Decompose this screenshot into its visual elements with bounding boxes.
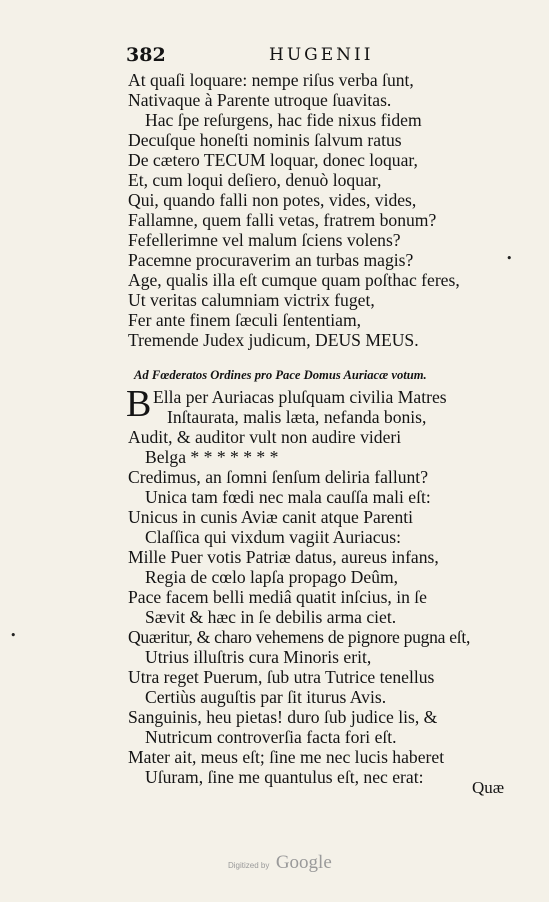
verse-line: Utrius illuſtris cura Minoris erit, — [145, 647, 372, 667]
verse-line: Mille Puer votis Patriæ datus, aureus infans, — [128, 547, 439, 567]
verse-line: Fer ante finem ſæculi ſententiam, — [128, 310, 362, 330]
verse-line: De cætero TECUM loquar, donec loquar, — [128, 150, 418, 170]
ink-speck: • — [10, 629, 17, 642]
verse-line: Belga * * * * * * * — [145, 447, 279, 467]
verse-line: Age, qualis illa eſt cumque quam poſthac feres, — [128, 270, 460, 290]
verse-line: Sanguinis, heu pietas! duro ſub judice lis, & — [128, 707, 438, 727]
verse-line: Inſtaurata, malis læta, nefanda bonis, — [167, 407, 427, 427]
verse-line: Quæritur, & charo vehemens de pignore pugna eſt, — [128, 627, 471, 647]
catchword: Quæ — [472, 778, 505, 797]
verse-line: Sævit & hæc in ſe debilis arma ciet. — [145, 607, 397, 627]
verse-line: Pacemne procuraverim an turbas magis? — [128, 250, 414, 270]
page-header — [126, 44, 506, 68]
verse-line: Certiùs auguſtis par ſit iturus Avis. — [145, 687, 387, 707]
verse-line: Qui, quando falli non potes, vides, vides, — [128, 190, 417, 210]
verse-line: Nutricum controverſia facta fori eſt. — [145, 727, 397, 747]
verse-line: Audit, & auditor vult non audire videri — [128, 427, 402, 447]
ink-speck: • — [506, 252, 513, 265]
drop-cap: B — [126, 383, 152, 425]
page-number: 382 — [126, 44, 166, 66]
verse-line: Decuſque honeſti nominis ſalvum ratus — [128, 130, 402, 150]
verse-line: Pace facem belli mediâ quatit inſcius, in ſe — [128, 587, 427, 607]
verse-line: Fefellerimne vel malum ſciens volens? — [128, 230, 401, 250]
verse-line: Tremende Judex judicum, DEUS MEUS. — [128, 330, 419, 350]
verse-line: Ella per Auriacas pluſquam civilia Matres — [153, 387, 447, 407]
verse-line: Unicus in cunis Aviæ canit atque Parenti — [128, 507, 414, 527]
verse-line: Ut veritas calumniam victrix fuget, — [128, 290, 375, 310]
google-logo: Google — [275, 852, 332, 873]
verse-line: Credimus, an ſomni ſenſum deliria fallunt? — [128, 467, 429, 487]
verse-line: Nativaque à Parente utroque ſuavitas. — [128, 90, 392, 110]
section-title: Ad Fœderatos Ordines pro Pace Domus Auriacæ votum. — [134, 368, 427, 382]
verse-line: At quaſi loquare: nempe riſus verba ſunt, — [128, 70, 414, 90]
verse-line: Utra reget Puerum, ſub utra Tutrice tenellus — [128, 667, 435, 687]
digitization-footer — [228, 852, 332, 874]
verse-line: Unica tam fœdi nec mala cauſſa mali eſt: — [145, 487, 431, 507]
verse-line: Mater ait, meus eſt; ſine me nec lucis haberet — [128, 747, 445, 767]
verse-line: Hac ſpe reſurgens, hac fide nixus fidem — [145, 110, 422, 130]
running-head: HUGENII — [269, 45, 374, 65]
digitized-by-text: Digitized by — [228, 861, 270, 870]
verse-line: Claſſica qui vixdum vagiit Auriacus: — [145, 527, 402, 547]
verse-line: Fallamne, quem falli vetas, fratrem bonum? — [128, 210, 437, 230]
verse-line: Regia de cœlo lapſa propago Deûm, — [145, 567, 399, 587]
verse-line: Uſuram, ſine me quantulus eſt, nec erat: — [145, 767, 424, 787]
verse-line: Et, cum loqui deſiero, denuò loquar, — [128, 170, 382, 190]
